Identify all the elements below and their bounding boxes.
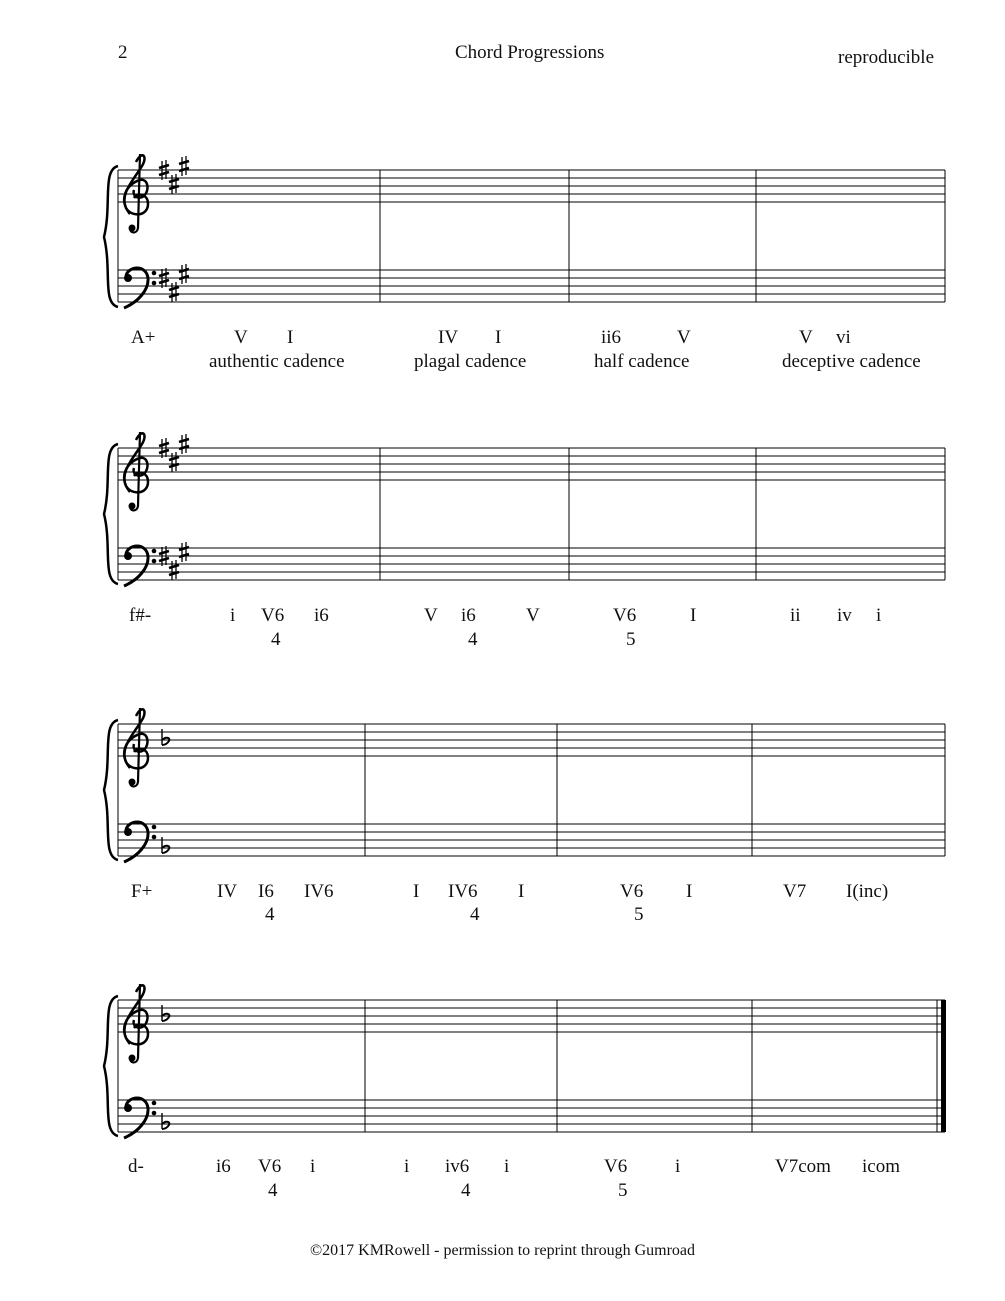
chord-label: I — [686, 881, 693, 902]
chord-label: V6 — [604, 1156, 628, 1177]
chord-label: IV6 — [304, 881, 334, 902]
chord-label: i — [404, 1156, 410, 1177]
flat-icon — [162, 837, 169, 853]
sharp-icon — [169, 174, 179, 194]
treble-clef-icon — [124, 708, 148, 787]
reproducible-note: reproducible — [838, 47, 935, 68]
chord-label: V — [799, 327, 813, 348]
system-2 — [104, 432, 945, 586]
system-3 — [104, 708, 945, 862]
key-label: A+ — [131, 327, 156, 348]
treble-clef-icon — [124, 154, 148, 233]
chord-label: I — [690, 605, 697, 626]
chord-label: IV — [217, 881, 238, 902]
chord-label: V7com — [775, 1156, 831, 1177]
inversion-figure: 4 — [468, 629, 478, 650]
chord-label: V — [234, 327, 248, 348]
page-title: Chord Progressions — [455, 42, 605, 63]
cadence-label: deceptive cadence — [782, 351, 921, 372]
chord-label: I — [495, 327, 502, 348]
sharp-icon — [179, 156, 189, 176]
chord-label: I — [287, 327, 294, 348]
inversion-figure: 5 — [634, 904, 644, 925]
cadence-label: half cadence — [594, 351, 690, 372]
flat-icon — [162, 1113, 169, 1129]
flat-icon — [162, 1005, 169, 1021]
chord-label: V6 — [620, 881, 644, 902]
system-4 — [104, 984, 946, 1138]
key-label: f#- — [129, 605, 152, 626]
chord-label: I(inc) — [846, 881, 889, 902]
chord-label: V6 — [613, 605, 637, 626]
inversion-figure: 4 — [461, 1180, 471, 1201]
system-1 — [104, 154, 945, 308]
cadence-label: authentic cadence — [209, 351, 345, 372]
chord-label: i6 — [314, 605, 329, 626]
chord-label: V — [526, 605, 540, 626]
copyright-footer: ©2017 KMRowell - permission to reprint through Gumroad — [310, 1242, 695, 1259]
cadence-label: plagal cadence — [414, 351, 527, 372]
treble-clef-icon — [124, 984, 148, 1063]
page-number: 2 — [118, 42, 128, 63]
chord-label: i6 — [216, 1156, 231, 1177]
chord-label: i — [230, 605, 236, 626]
chord-label: iv — [837, 605, 852, 626]
inversion-figure: 5 — [618, 1180, 628, 1201]
chord-label: i — [876, 605, 882, 626]
chord-label: IV6 — [448, 881, 478, 902]
chord-label: V6 — [261, 605, 285, 626]
treble-clef-icon — [124, 432, 148, 511]
chord-label: V7 — [783, 881, 807, 902]
flat-icon — [162, 729, 169, 745]
chord-label: iv6 — [445, 1156, 470, 1177]
inversion-figure: 5 — [626, 629, 636, 650]
chord-label: I — [413, 881, 420, 902]
sharp-icon — [169, 452, 179, 472]
inversion-figure: 4 — [265, 904, 275, 925]
inversion-figure: 4 — [470, 904, 480, 925]
chord-label: V — [677, 327, 691, 348]
chord-label: ii6 — [601, 327, 622, 348]
chord-label: i — [310, 1156, 316, 1177]
chord-label: V6 — [258, 1156, 282, 1177]
chord-label: vi — [836, 327, 851, 348]
final-barline — [941, 1000, 946, 1132]
key-label: d- — [128, 1156, 144, 1177]
inversion-figure: 4 — [271, 629, 281, 650]
sharp-icon — [169, 560, 179, 580]
sharp-icon — [179, 434, 189, 454]
chord-label: IV — [438, 327, 459, 348]
chord-label: icom — [862, 1156, 900, 1177]
chord-label: I6 — [258, 881, 274, 902]
chord-label: i — [504, 1156, 510, 1177]
key-label: F+ — [131, 881, 153, 902]
chord-label: i — [675, 1156, 681, 1177]
sharp-icon — [179, 542, 189, 562]
sharp-icon — [179, 264, 189, 284]
chord-label: ii — [790, 605, 801, 626]
chord-label: I — [518, 881, 525, 902]
inversion-figure: 4 — [268, 1180, 278, 1201]
chord-label: i6 — [461, 605, 476, 626]
sharp-icon — [169, 282, 179, 302]
chord-label: V — [424, 605, 438, 626]
